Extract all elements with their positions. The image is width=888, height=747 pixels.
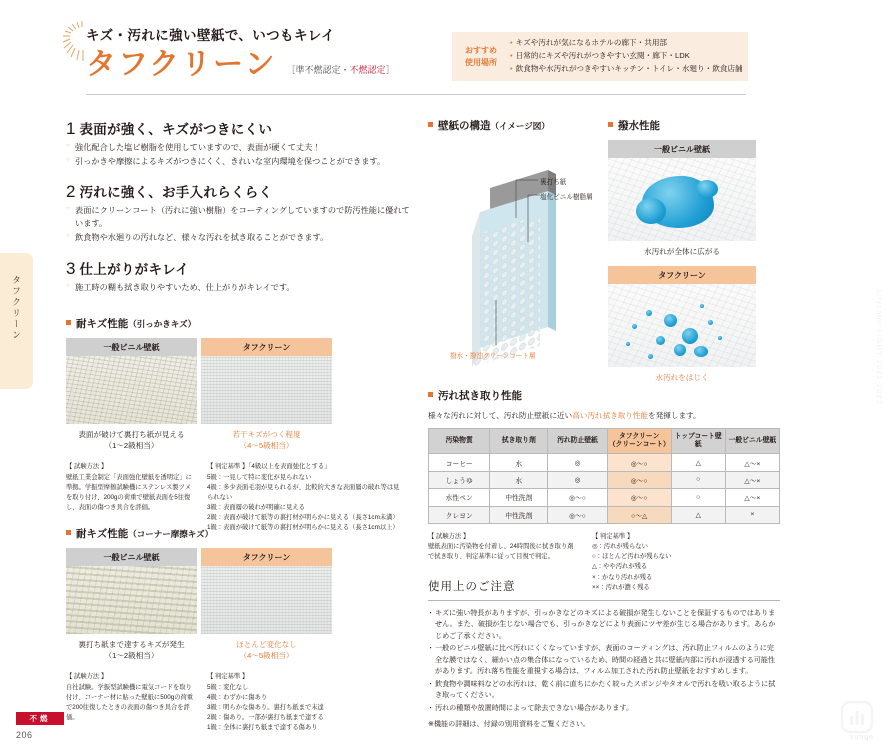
list-item: 1級：全体に裏打ち紙まで達する傷あり	[207, 724, 318, 732]
feature-title: 仕上がりがキレイ	[79, 261, 190, 277]
swatch-comparison	[66, 548, 406, 661]
swatch-note-line1: 裏打ち紙まで達するキズが発生	[78, 640, 185, 649]
section-heading-text: 撥水性能	[618, 120, 660, 132]
sunburst-icon	[61, 20, 105, 64]
recommended-usage-list	[510, 37, 743, 75]
section-heading	[66, 526, 406, 541]
swatch-photo-tough-corner	[201, 566, 332, 634]
brand-logo-icon	[840, 700, 874, 734]
cert-separator: ・	[340, 65, 350, 75]
water-blob	[626, 342, 630, 346]
repellency-note-tough: 水汚れをはじく	[655, 373, 709, 382]
section-heading-text: 壁紙の構造	[438, 120, 491, 132]
water-blob	[656, 336, 665, 345]
cert-semi-noncombustible: 準不燃認定	[295, 65, 341, 75]
cell-substance: しょうゆ	[429, 471, 490, 488]
swatch-label: 一般ビニル壁紙	[66, 338, 197, 356]
list-item: ××：汚れが濃く残る	[592, 583, 650, 591]
col-substance: 汚染物質	[429, 429, 490, 454]
test-method-body: 壁紙表面に汚染物を付着し、24時間後に拭き取り剤で拭き取り、判定基準に従って目視で判定。	[428, 543, 574, 561]
cell-agent: 水	[490, 471, 548, 488]
stain-lead-part1: 様々な汚れに対して、汚れ防止壁紙に近い	[428, 411, 573, 420]
swatch-label: タフクリーン	[201, 338, 332, 356]
water-blob	[674, 344, 686, 356]
list-item: △：やや汚れが残る	[592, 563, 648, 571]
fire-rating-badge: 不燃	[16, 712, 64, 725]
cell-agent: 水	[490, 454, 548, 471]
criteria-lead: 「4級以上を表面強化とする」	[248, 463, 331, 470]
brand-wordmark: sunge	[849, 734, 874, 741]
table-row	[429, 489, 780, 506]
structure-diagram	[428, 140, 600, 372]
scratch-resistance-scrape-section	[66, 316, 406, 533]
cell-topcoat: ○	[671, 471, 725, 488]
criteria-title-row	[207, 462, 403, 472]
repellency-photo-tough	[608, 284, 756, 367]
feature-points-2	[66, 205, 411, 244]
swatch-note-line2: （4～5級相当）	[239, 651, 294, 660]
test-method-body: 壁紙工業会制定「表面強化壁紙を透明定」に準拠。学振型摩擦試験機にステンレス製ツメを取り付け、200gの荷重で壁紙表面を5往復し、表面の傷つき具合を評価。	[66, 474, 192, 512]
section-heading	[428, 388, 780, 403]
cautions-list	[428, 608, 780, 714]
col-general: 一般ビニル壁紙	[725, 429, 779, 454]
judgement-criteria	[207, 672, 403, 733]
stain-removal-section	[428, 388, 780, 593]
layered-wallpaper-illustration	[428, 140, 600, 372]
test-method-block	[66, 672, 406, 733]
cert-noncombustible: 不燃認定	[349, 65, 386, 75]
water-repellency-section	[608, 118, 756, 383]
list-item: ○ 施工時の糊も拭き取りやすいため、仕上がりがキレイです。	[66, 282, 411, 295]
col-antifoul: 汚れ防止壁紙	[548, 429, 608, 454]
repellency-label-general: 一般ビニル壁紙	[608, 140, 756, 158]
cell-tough: ◎～○	[607, 454, 671, 471]
water-blob	[708, 320, 713, 325]
cell-substance: クレヨン	[429, 506, 490, 523]
feature-number: 2	[66, 182, 76, 202]
list-item: • 日常的にキズや汚れがつきやすい玄関・廊下・LDK	[510, 50, 743, 63]
water-blob	[632, 324, 637, 329]
test-method-block	[66, 462, 406, 533]
list-item: 5級：変化なし	[207, 684, 249, 692]
swatch-photo-tough-scrape	[201, 356, 332, 424]
list-item: ・ 一般のビニル壁紙に比べ汚れにくくなっていますが、表面のコーティングは、汚れ防止フィルムのように完全な膜ではなく、細かい点の集合体になっているため、時間の経過と共に壁紙内部に汚れが浸透する可能性があります。汚れ落ち性能を重視する場合は、フィルム加工された汚れ防止壁紙をおすすめします。	[428, 643, 780, 677]
repellency-photo-general	[608, 158, 756, 241]
structure-label-vinyl: 塩化ビニル樹脂層	[540, 194, 593, 201]
feature-points-1	[66, 142, 411, 168]
product-title: タフクリーン	[86, 48, 277, 81]
swatch-tough-clean	[201, 548, 332, 661]
table-row	[429, 471, 780, 488]
list-item: 1級：表面が破けて紙等の裏打材が明らかに見える（長さ1cm以上）	[207, 524, 399, 532]
recommended-label-line1: おすすめ	[464, 45, 498, 55]
list-item: • 飲食物や水汚れがつきやすいキッチン・トイレ・水廻り・飲食店舗	[510, 63, 743, 76]
cell-antifoul: ◎～○	[548, 489, 608, 506]
water-blob	[694, 346, 708, 357]
section-heading	[66, 316, 406, 331]
swatch-general-vinyl	[66, 548, 197, 661]
swatch-tough-clean	[201, 338, 332, 451]
water-blob	[648, 354, 653, 359]
recommended-usage-box	[452, 32, 748, 81]
stain-lead	[428, 410, 780, 421]
section-heading	[428, 118, 600, 133]
structure-label-backing: 裏打ち紙	[540, 179, 567, 186]
header-subtitle: キズ・汚れに強い壁紙で、いつもキレイ	[86, 28, 335, 43]
list-item: ×：かなり汚れが残る	[592, 573, 653, 581]
list-item: 3級：明らかな傷あり。裏打ち紙まで未達	[207, 704, 324, 712]
table-header-row	[429, 429, 780, 454]
col-agent: 拭き取り剤	[490, 429, 548, 454]
cert-bracket-close: ］	[385, 65, 395, 75]
swatch-note-line2: （1～2級相当）	[104, 651, 159, 660]
cell-antifoul: ◎	[548, 454, 608, 471]
list-item: ◎：汚れが残らない	[592, 543, 648, 551]
feature-title: 表面が強く、キズがつきにくい	[79, 122, 273, 137]
section-heading-text: 耐キズ性能	[76, 528, 129, 540]
swatch-note-line1: 若干キズがつく程度	[232, 430, 301, 439]
water-blob	[696, 180, 718, 198]
swatch-note	[66, 429, 197, 451]
feature-heading-2	[66, 181, 411, 201]
list-item: ○ 表面にクリーンコート（汚れに強い樹脂）をコーティングしていますので防汚性能に優れています。	[66, 205, 411, 230]
feature-number: 1	[66, 119, 76, 138]
list-item: • キズや汚れが気になるホテルの廊下・共用部	[510, 37, 743, 50]
water-blob	[646, 310, 652, 316]
cell-topcoat: ○	[671, 489, 725, 506]
wallpaper-structure-section	[428, 118, 600, 372]
col-tough-line2: （クリーンコート）	[608, 441, 670, 449]
section-heading-sub: （イメージ図）	[490, 121, 550, 131]
feature-number: 3	[66, 258, 76, 278]
swatch-note-line2: （1～2級相当）	[104, 441, 159, 450]
water-blob	[682, 328, 698, 344]
section-heading-text: 耐キズ性能	[76, 318, 129, 330]
cautions-heading: 使用上のご注意	[428, 581, 516, 593]
side-tab-tough-clean[interactable]	[0, 253, 33, 389]
cell-topcoat: △	[671, 454, 725, 471]
page-header	[62, 24, 395, 80]
cell-agent: 中性洗剤	[490, 506, 548, 523]
water-blob	[664, 314, 677, 327]
water-blob	[636, 198, 666, 224]
section-heading	[608, 118, 756, 133]
side-tab-label: タフクリーン	[11, 275, 21, 341]
cell-antifoul: ◎	[548, 471, 608, 488]
recommended-label-line2: 使用場所	[465, 57, 497, 67]
list-item: ○ 引っかきや摩擦によるキズがつきにくく、きれいな室内環境を保つことができます。	[66, 156, 411, 169]
table-row	[429, 506, 780, 523]
cell-tough: ◎～○	[607, 471, 671, 488]
swatch-label: タフクリーン	[201, 548, 332, 566]
feature-heading-1	[66, 118, 411, 138]
swatch-note-line1: 表面が破けて裏打ち紙が見える	[78, 430, 185, 439]
repellency-note-general: 水汚れが全体に広がる	[644, 247, 720, 256]
cell-general: △～×	[725, 489, 779, 506]
scratch-resistance-corner-section	[66, 526, 406, 733]
cell-tough: ◎～○	[607, 489, 671, 506]
cell-agent: 中性洗剤	[490, 489, 548, 506]
list-item: ・ キズに強い特長がありますが、引っかきなどのキズによる破損が発生しないことを保証するものではありません。また、破損が生じない場合でも、引っかきなどにより表面にツヤ差が生じる場合があります。あらかじめご了承ください。	[428, 608, 780, 642]
repellency-label-tough: タフクリーン	[608, 266, 756, 284]
cell-antifoul: ◎～○	[548, 506, 608, 523]
cell-substance: 水性ペン	[429, 489, 490, 506]
judgement-criteria	[207, 462, 403, 533]
list-item: 4級：多少表面毛羽が見られるが、比較的大きな表面層の破れ等は見られない	[207, 484, 400, 502]
cell-general: ×	[725, 506, 779, 523]
structure-label-coat: 撥水・撥油クリーンコート層	[450, 353, 536, 360]
water-blob	[718, 336, 722, 340]
header-divider	[86, 94, 746, 95]
cell-general: △～×	[725, 454, 779, 471]
swatch-general-vinyl	[66, 338, 197, 451]
test-method-title: 【 試験方法 】	[66, 673, 108, 680]
feature-list	[66, 118, 411, 307]
list-item: ・ 飲食物や調味料などの水汚れは、乾く前に直ちにかたく絞ったスポンジやタオルで汚れを吸い取るように拭き取ってください。	[428, 679, 780, 702]
section-heading-sub: （引っかきキズ）	[128, 319, 197, 329]
swatch-note-line1: ほとんど変化なし	[236, 640, 297, 649]
list-item: 5級：一見して特に変化が見られない	[207, 474, 312, 482]
cell-tough: ○～△	[607, 506, 671, 523]
swatch-note	[201, 639, 332, 661]
section-heading-text: 汚れ拭き取り性能	[438, 390, 522, 402]
cautions-tail-note: ※機能の詳細は、付録の別用資料をご覧ください。	[428, 720, 591, 729]
list-item: ○ 強化配合した塩ビ樹脂を使用していますので、表面が硬くて丈夫！	[66, 142, 411, 155]
test-method	[66, 672, 197, 733]
list-item: 2級：表面が破けて紙等の裏打材が明らかに見える（長さ1cm未満）	[207, 514, 399, 522]
cell-substance: コーヒー	[429, 454, 490, 471]
list-item: ○ 飲食物や水廻りの汚れなど、様々な汚れを拭き取ることができます。	[66, 232, 411, 245]
test-method-title: 【 試験方法 】	[66, 463, 108, 470]
criteria-title: 【 判定基準 】	[207, 673, 249, 680]
test-method-body: 自社試験。学振型試験機に電気コードを取り付け、コーナー材に貼った壁紙に500gの荷重で200往復したときの表面の傷つき具合を評価。	[66, 684, 194, 722]
test-method	[66, 462, 197, 533]
feature-points-3	[66, 282, 411, 295]
feature-title: 汚れに強く、お手入れらくらく	[79, 185, 273, 201]
swatch-photo-general-scrape	[66, 356, 197, 424]
col-tough-line1: タフクリーン	[618, 432, 660, 440]
list-item: 3級：表面層の破れが明確に見える	[207, 504, 305, 512]
edge-imprint: Lilycolor LIGHT 2021-2023	[875, 290, 884, 405]
test-method-title: 【 試験方法 】	[428, 532, 470, 540]
swatch-note	[201, 429, 332, 451]
swatch-label: 一般ビニル壁紙	[66, 548, 197, 566]
list-item: 2級：傷あり。一部が裏打ち紙まで達する	[207, 714, 324, 722]
section-heading-sub: （コーナー摩擦キズ）	[128, 529, 214, 539]
swatch-photo-general-corner	[66, 566, 197, 634]
recommended-usage-label	[452, 45, 510, 69]
list-item: ・ 汚れの種類や放置時間によって除去できない場合があります。	[428, 703, 780, 714]
stain-lead-highlight: 高い汚れ拭き取り性能	[572, 411, 649, 420]
cell-general: △～×	[725, 471, 779, 488]
col-topcoat: トップコート壁紙	[671, 429, 725, 454]
stain-removal-table	[428, 428, 780, 524]
swatch-note-line2: （4～5級相当）	[239, 441, 294, 450]
feature-heading-3	[66, 258, 411, 278]
list-item: ○：ほとんど汚れが残らない	[592, 553, 672, 561]
usage-cautions-section	[428, 578, 780, 731]
swatch-note	[66, 639, 197, 661]
cell-topcoat: △	[671, 506, 725, 523]
table-row	[429, 454, 780, 471]
swatch-comparison	[66, 338, 406, 451]
certification-note	[287, 63, 395, 80]
cert-bracket-open: ［	[286, 65, 296, 75]
stain-lead-part2: を発揮します。	[648, 411, 701, 420]
cautions-divider	[428, 600, 780, 601]
page-number: 206	[16, 730, 33, 740]
col-tough-clean	[607, 429, 671, 454]
criteria-title: 【 判定基準 】	[592, 532, 634, 540]
water-blob	[700, 304, 704, 308]
list-item: 4級：わずかに傷あり	[207, 694, 268, 702]
criteria-title: 【 判定基準 】	[207, 463, 249, 470]
